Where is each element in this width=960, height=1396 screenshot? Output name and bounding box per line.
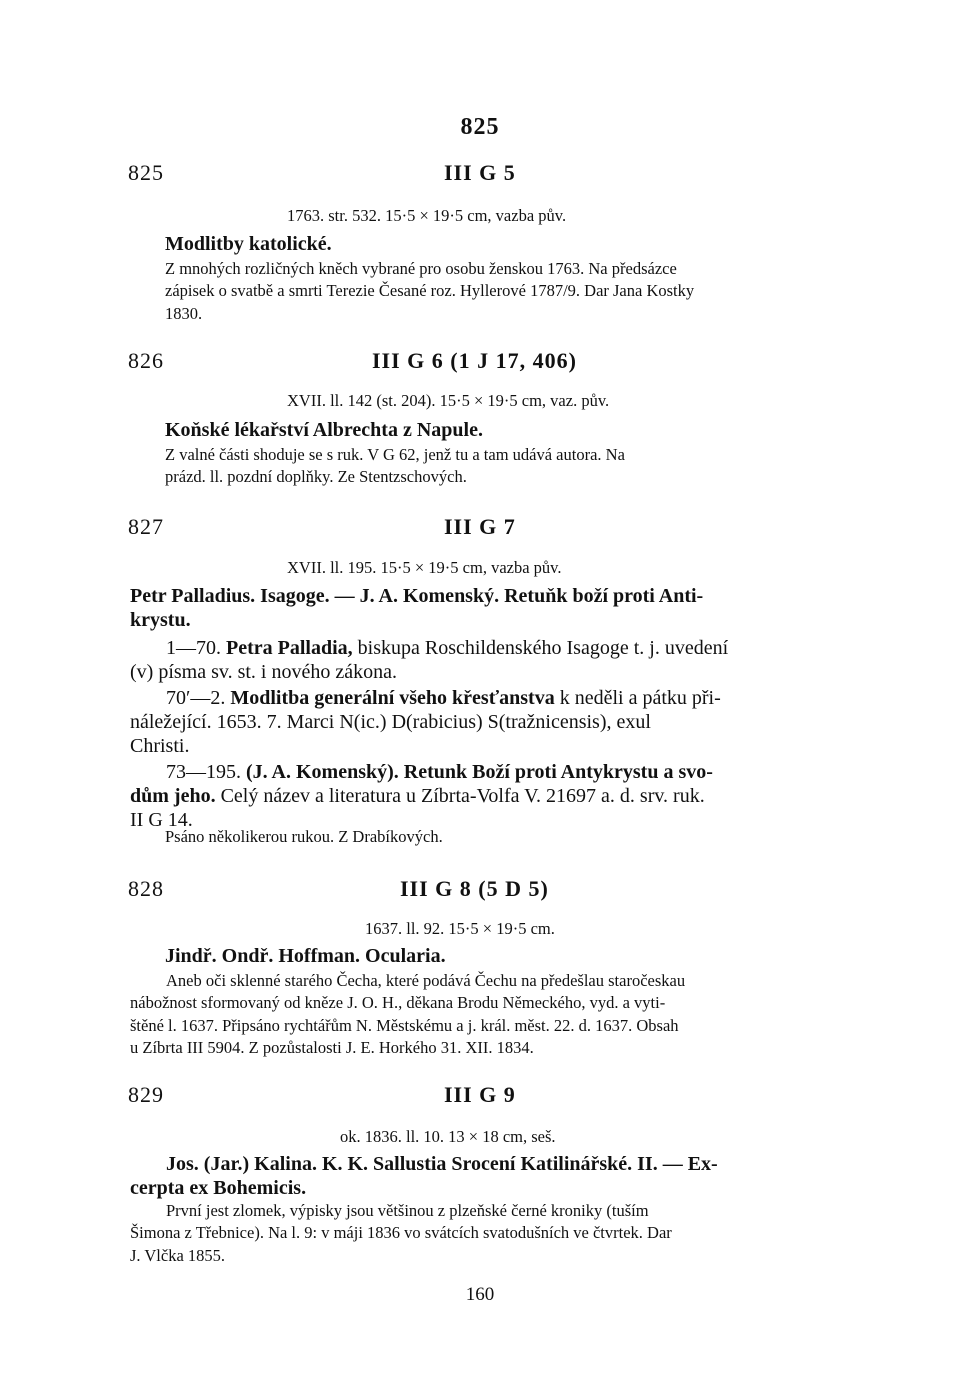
content-text: Christi.	[130, 735, 190, 757]
note-line: První jest zlomek, výpisky jsou většinou z plzeňské černé kroniky (tuším	[166, 1201, 649, 1220]
entry-signature: III G 6 (1 J 17, 406)	[372, 348, 577, 373]
note-line: u Zíbrta III 5904. Z pozůstalosti J. E. Horkého 31. XII. 1834.	[130, 1037, 534, 1057]
note-line: štěné l. 1637. Připsáno rychtářům N. Městskému a j. král. měst. 22. d. 1637. Obsah	[130, 1015, 679, 1035]
entry-title: Modlitby katolické.	[165, 233, 332, 255]
entry-signature: III G 8 (5 D 5)	[400, 876, 549, 901]
entry-title: Koňské lékařství Albrechta z Napule.	[165, 419, 483, 441]
title-line: Jos. (Jar.) Kalina. K. K. Sallustia Srocení Katilinářské. II. — Ex-	[166, 1153, 718, 1175]
entry-signature: III G 9	[444, 1082, 516, 1107]
note-line: Aneb oči sklenné starého Čecha, které podává Čechu na předešlau staročeskau	[166, 971, 686, 990]
entry-number: 826	[128, 348, 164, 373]
entry-note	[165, 444, 837, 489]
content-range: 73—195.	[166, 761, 241, 783]
physical-description: XVII. ll. 195. 15·5 × 19·5 cm, vazba pův.	[287, 558, 562, 577]
page-number-footer: 160	[465, 1284, 495, 1305]
note-line: Z mnohých rozličných kněch vybrané pro osobu ženskou 1763. Na předsázce	[165, 259, 677, 278]
content-text: (v) písma sv. st. i nového zákona.	[130, 661, 397, 683]
entry-note	[165, 826, 837, 848]
note-line: zápisek o svatbě a smrti Terezie Česané roz. Hyllerové 1787/9. Dar Jana Kostky	[165, 281, 695, 301]
note-line: Šimona z Třebnice). Na l. 9: v máji 1836 vo svátcích svatodušních ve čtvrtek. Dar	[130, 1223, 672, 1243]
title-line: krystu.	[130, 609, 191, 631]
note-line: Psáno několikerou rukou. Z Drabíkových.	[165, 827, 443, 846]
entry-signature: III G 5	[444, 160, 516, 185]
entry-title	[130, 1152, 840, 1200]
content-bold: dům jeho.	[130, 785, 216, 807]
physical-description: 1763. str. 532. 15·5 × 19·5 cm, vazba pův.	[287, 206, 567, 225]
content-text: Celý název a literatura u Zíbrta-Volfa V. 21697 a. d. srv. ruk.	[220, 785, 705, 807]
page-number-header: 825	[460, 114, 500, 140]
content-text: náležející. 1653. 7. Marci N(ic.) D(rabicius) S(tražnicensis), exul	[130, 711, 651, 733]
note-line: 1830.	[165, 303, 203, 323]
entry-number: 829	[128, 1082, 164, 1107]
entry-number: 828	[128, 876, 164, 901]
contents-item	[130, 636, 840, 684]
content-text: k neděli a pátku při-	[559, 687, 721, 709]
entry-number: 825	[128, 160, 164, 185]
note-line: J. Vlčka 1855.	[130, 1245, 226, 1265]
physical-description: XVII. ll. 142 (st. 204). 15·5 × 19·5 cm, vaz. pův.	[287, 391, 610, 410]
title-line: Petr Palladius. Isagoge. — J. A. Komenský. Retuňk boží proti Anti-	[130, 585, 704, 607]
entry-note	[165, 258, 837, 325]
title-line: cerpta ex Bohemicis.	[130, 1177, 307, 1199]
contents-item	[130, 686, 840, 758]
content-range: 70′—2.	[166, 687, 226, 709]
physical-description: ok. 1836. ll. 10. 13 × 18 cm, seš.	[340, 1127, 556, 1146]
entry-number: 827	[128, 514, 164, 539]
contents-item	[130, 760, 840, 832]
content-bold: Modlitba generální všeho křesťanstva	[230, 687, 555, 709]
note-line: prázd. ll. pozdní doplňky. Ze Stentzschových.	[165, 467, 467, 487]
note-line: nábožnost sformovaný od kněze J. O. H., děkana Brodu Německého, vyd. a vyti-	[130, 993, 666, 1013]
entry-note	[130, 1200, 840, 1267]
note-line: Z valné části shoduje se s ruk. V G 62, jenž tu a tam udává autora. Na	[165, 445, 625, 464]
content-range: 1—70.	[166, 637, 221, 659]
content-bold: Petra Palladia,	[226, 637, 353, 659]
content-text: biskupa Roschildenského Isagoge t. j. uvedení	[357, 637, 729, 659]
entry-signature: III G 7	[444, 514, 516, 539]
physical-description: 1637. ll. 92. 15·5 × 19·5 cm.	[365, 919, 555, 938]
content-bold: (J. A. Komenský). Retunk Boží proti Antykrystu a svo-	[246, 761, 713, 783]
entry-title: Jindř. Ondř. Hoffman. Ocularia.	[165, 945, 446, 967]
content-text: II G 14.	[130, 809, 193, 831]
entry-note	[130, 970, 840, 1059]
entry-title	[130, 584, 840, 632]
